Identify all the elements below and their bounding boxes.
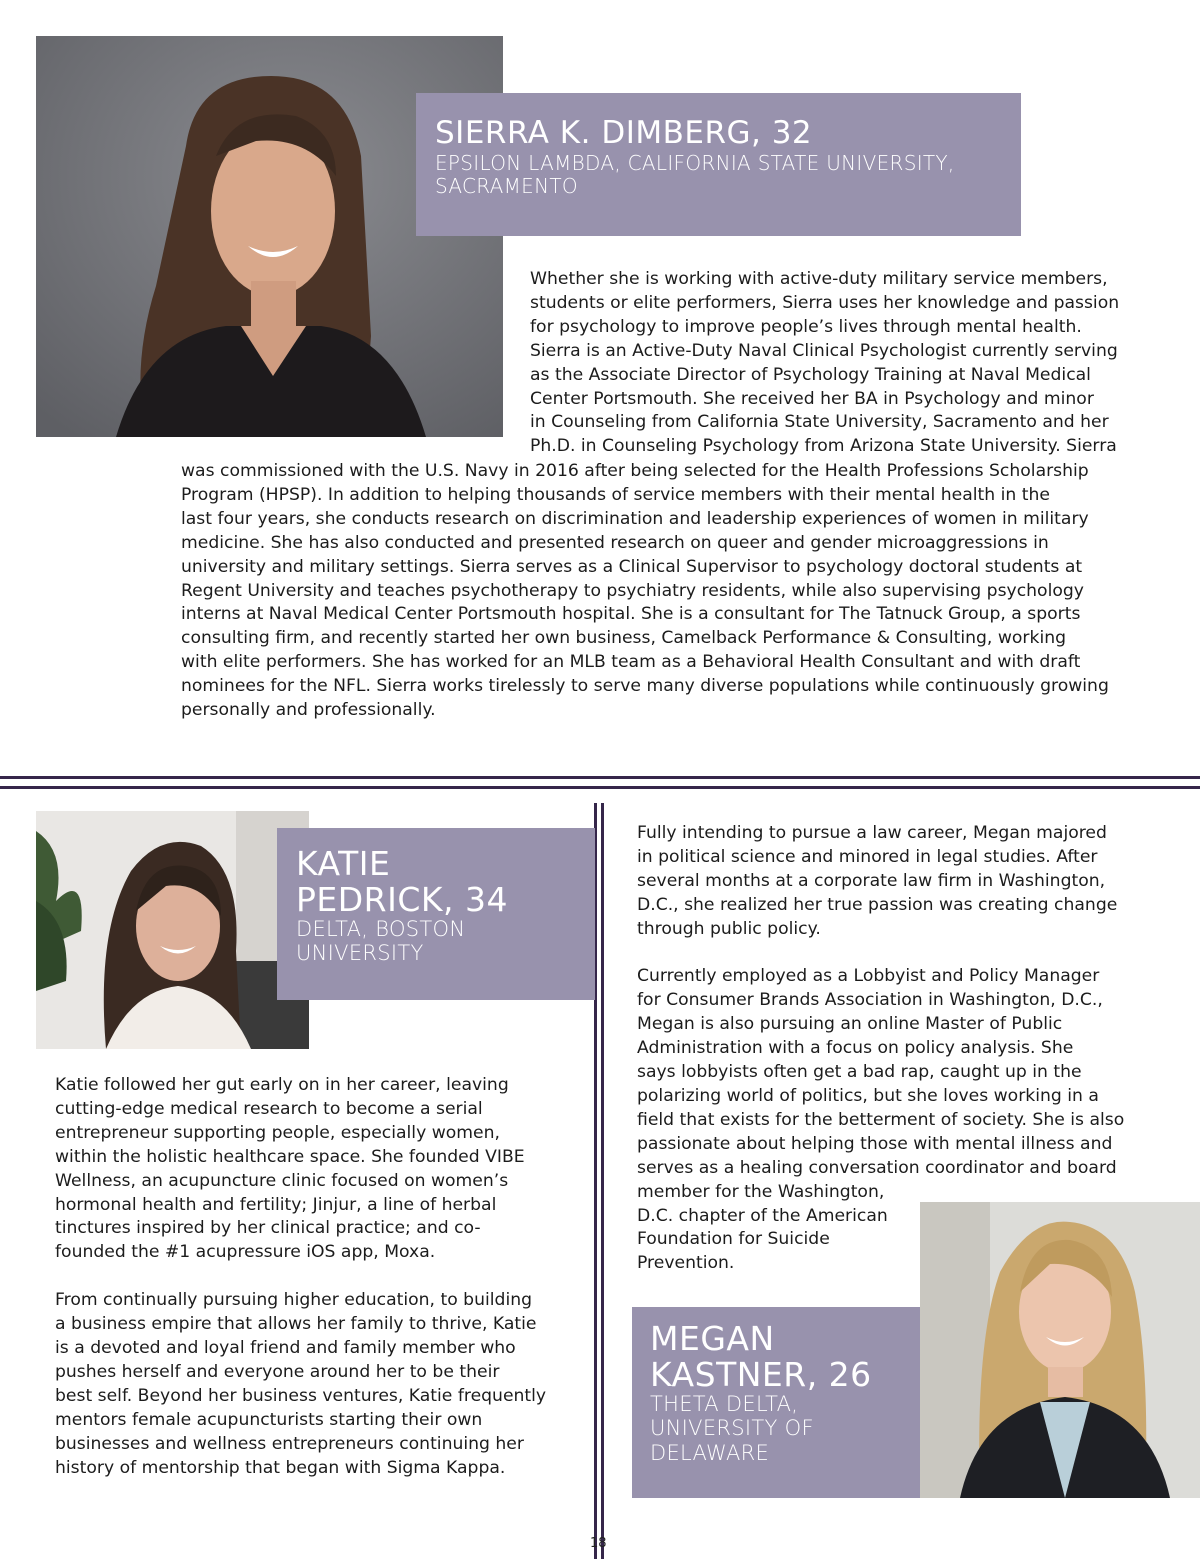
sierra-name-box xyxy=(416,93,1021,236)
section-divider-top xyxy=(0,776,1200,779)
katie-bio: Katie followed her gut early on in her career, leaving cutting-edge medical research to become a serial entrepreneur supporting people, especially women, within the holistic healthcare space. She founded VIBE Wellness, an acupuncture clinic focused on women’s hormonal health and fertility; Jinjur, a line of herbal tinctures inspired by her clinical practice; and co- founded the #1 acupressure iOS app, Moxa. From continually pursuing higher education, to building a business empire that allows her family to thrive, Katie is a devoted and loyal friend and family member who pushes herself and everyone around her to be their best self. Beyond her business ventures, Katie frequently mentors female acupuncturists starting their own businesses and wellness entrepreneurs continuing her history of mentorship that began with Sigma Kappa. xyxy=(55,1075,547,1478)
katie-portrait-photo xyxy=(36,811,309,1049)
megan-chapter: THETA DELTA, UNIVERSITY OF DELAWARE xyxy=(650,1392,814,1465)
sierra-bio-top: Whether she is working with active-duty military service members, students or elite performers, Sierra uses her knowledge and passion for psychology to improve people’s lives through mental health. Sierra is an Active-Duty Naval Clinical Psychologist currently serving as the Associate Director of Psychology Training at Naval Medical Center Portsmouth. She received her BA in Psychology and minor in Counseling from California State University, Sacramento and her Ph.D. in Counseling Psychology from Arizona State University. Sierra xyxy=(530,269,1120,457)
megan-portrait-photo xyxy=(920,1202,1200,1498)
megan-bio: Fully intending to pursue a law career, Megan majored in political science and minored in legal studies. After several months at a corporate law firm in Washington, D.C., she realized her true passion was creating change through public policy. Currently employed as a Lobbyist and Policy Manager for Consumer Brands Association in Washington, D.C., Megan is also pursuing an online Master of Public Administration with a focus on policy analysis. She says lobbyists often get a bad rap, caught up in the polarizing world of politics, but she loves working in a field that exists for the betterment of society. She is also passionate about helping those with mental illness and serves as a healing conversation coordinator and board member for the Washington, D.C. chapter of the American Foundation for Suicide Prevention. xyxy=(637,823,1125,1274)
column-divider-right xyxy=(601,803,604,1559)
sierra-bio-bottom: was commissioned with the U.S. Navy in 2016 after being selected for the Health Professions Scholarship Program (HPSP). In addition to helping thousands of service members with their mental health in the last four years, she conducts research on discrimination and leadership experiences of women in military medicine. She has also conducted and presented research on queer and gender microaggressions in university and military settings. Sierra serves as a Clinical Supervisor to psychology doctoral students at Regent University and teaches psychotherapy to psychiatry residents, while also supervising psychology interns at Naval Medical Center Portsmouth hospital. She is a consultant for The Tatnuck Group, a sports consulting firm, and recently started her own business, Camelback Performance & Consulting, working with elite performers. She has worked for an MLB team as a Behavioral Health Consultant and with draft nominees for the NFL. Sierra works tirelessly to serve many diverse populations while continuously growing personally and professionally. xyxy=(181,461,1109,721)
katie-name-box xyxy=(277,828,595,1000)
katie-chapter: DELTA, BOSTON UNIVERSITY xyxy=(296,917,466,966)
section-divider-bottom xyxy=(0,786,1200,789)
page-number: 18 xyxy=(590,1536,607,1551)
sierra-chapter: EPSILON LAMBDA, CALIFORNIA STATE UNIVERSITY, SACRAMENTO xyxy=(435,151,955,199)
katie-name: KATIE PEDRICK, 34 xyxy=(296,844,508,919)
megan-name-box xyxy=(632,1307,920,1498)
sierra-name: SIERRA K. DIMBERG, 32 xyxy=(435,115,813,151)
megan-name: MEGAN KASTNER, 26 xyxy=(650,1319,872,1394)
